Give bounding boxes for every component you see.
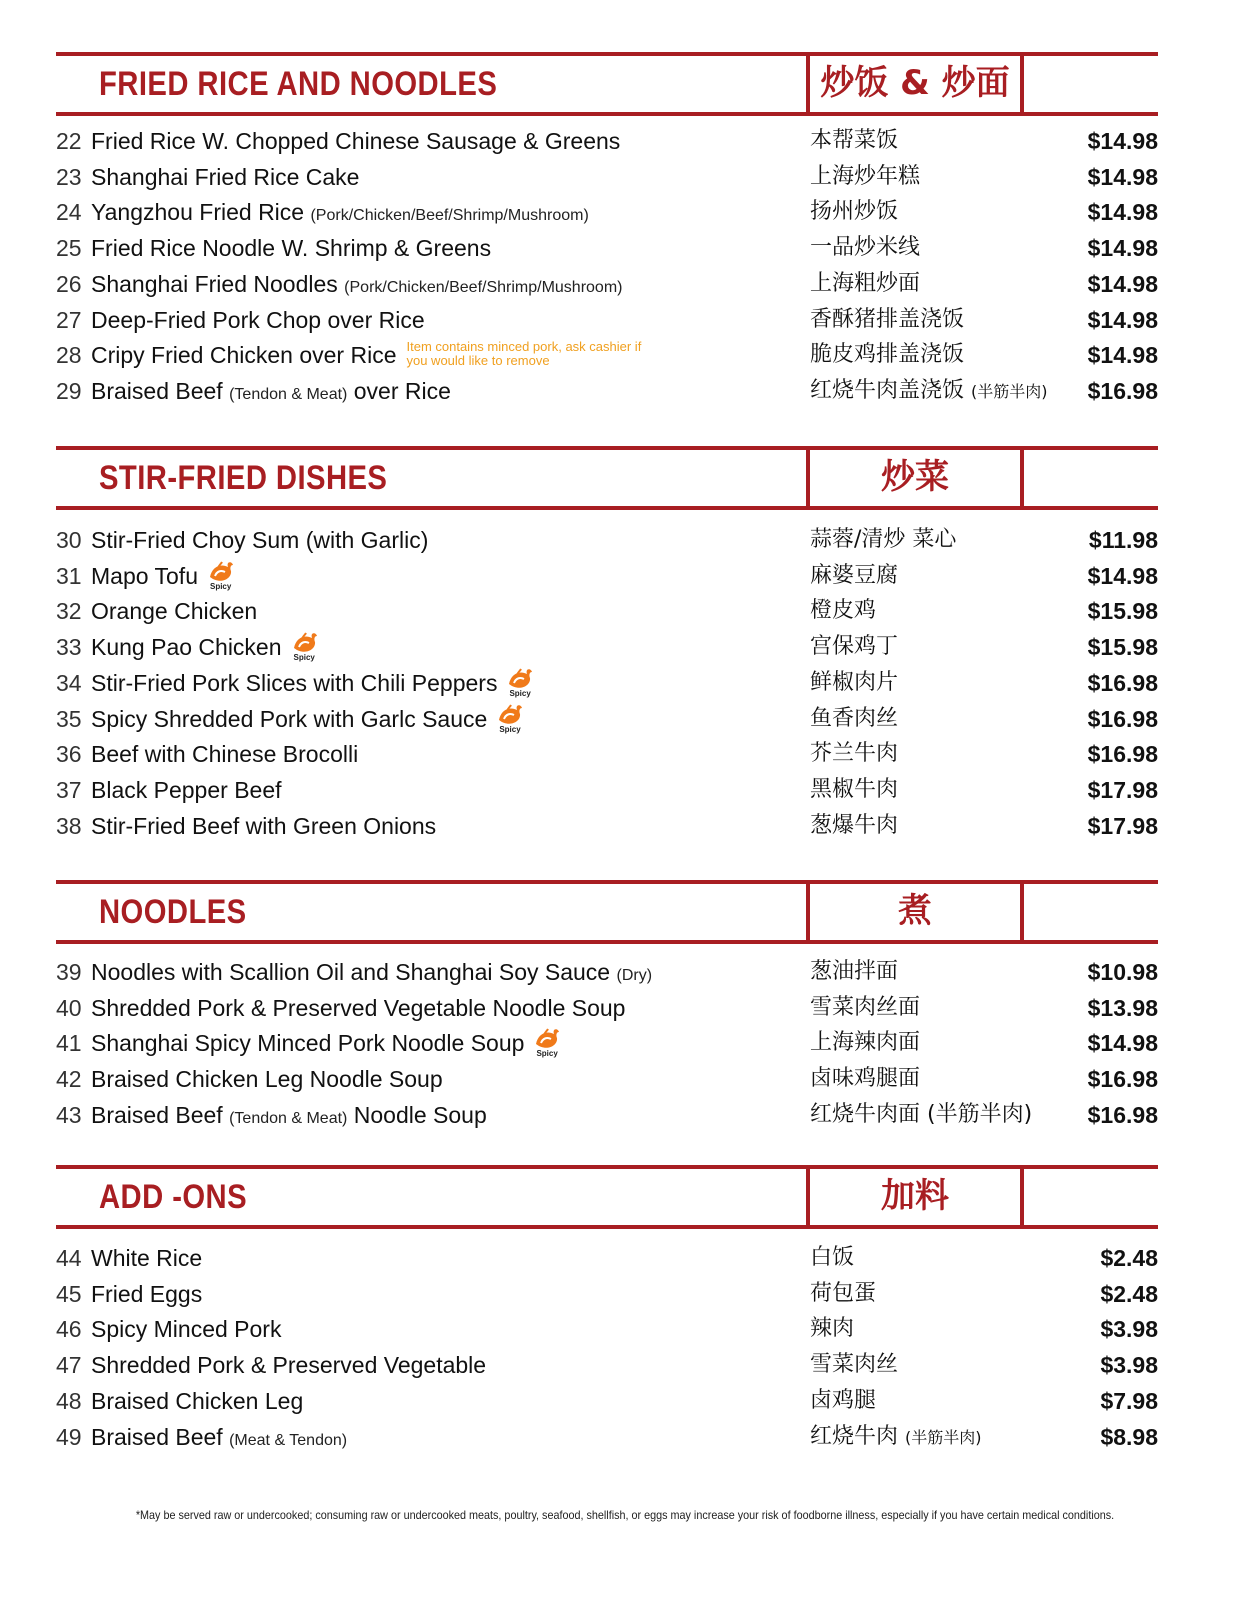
item-price: $16.98	[1087, 705, 1158, 732]
item-number: 38	[56, 812, 82, 839]
item-cn-text: 宫保鸡丁	[810, 634, 899, 660]
item-name-en	[91, 773, 282, 807]
item-number: 41	[56, 1030, 82, 1057]
item-name-en	[91, 267, 622, 305]
item-price: $16.98	[1087, 669, 1158, 696]
item-price: $14.98	[1087, 128, 1158, 154]
item-name-cn	[810, 523, 956, 557]
item-name: Spicy Shredded Pork with Garlc Sauce	[91, 705, 488, 732]
item-name-suffix: over Rice	[353, 377, 451, 404]
footnote: *May be served raw or undercooked; consuming raw or undercooked meats, poultry, seafood, shellfish, or eggs may increase your risk of foodborne illness, especially if you have certain medical conditions.	[135, 1508, 1115, 1522]
spicy-icon	[495, 702, 525, 732]
item-cn-text: 红烧牛肉面 (半筋半肉)	[810, 1101, 1033, 1127]
item-number: 45	[56, 1280, 82, 1307]
item-number: 44	[56, 1245, 82, 1271]
item-number: 29	[56, 377, 82, 404]
item-note: (Tendon & Meat)	[229, 385, 348, 403]
item-name-en	[91, 1384, 303, 1418]
item-cn-text: 鲜椒肉片	[810, 669, 899, 695]
item-price: $2.48	[1100, 1245, 1158, 1271]
item-cn-text: 葱爆牛肉	[810, 812, 899, 838]
menu-item	[56, 630, 1158, 664]
item-price: $14.98	[1087, 199, 1158, 226]
item-name: Shanghai Spicy Minced Pork Noodle Soup	[91, 1030, 525, 1057]
item-name-cn	[810, 160, 920, 194]
item-name-cn	[810, 1277, 876, 1311]
item-number: 48	[56, 1387, 82, 1414]
item-name: Shredded Pork & Preserved Vegetable	[91, 1352, 487, 1379]
menu-item	[56, 523, 1158, 557]
item-name: Shanghai Fried Noodles	[91, 270, 338, 297]
item-name-cn	[810, 559, 898, 593]
item-cn-text: 麻婆豆腐	[810, 562, 899, 588]
item-name-en	[91, 231, 491, 265]
section-header	[56, 1165, 1158, 1229]
menu-item	[56, 1348, 1158, 1382]
item-name-cn	[810, 702, 898, 736]
item-name-cn	[810, 630, 898, 664]
item-cn-text: 雪菜肉丝	[810, 1352, 899, 1378]
item-name: White Rice	[91, 1245, 203, 1271]
item-cn-text: 雪菜肉丝面	[810, 994, 921, 1020]
item-warning: Item contains minced pork, ask cashier if you would like to remove	[406, 339, 642, 369]
item-name: Shanghai Fried Rice Cake	[91, 163, 360, 190]
item-name-en	[91, 195, 589, 233]
item-note: (Pork/Chicken/Beef/Shrimp/Mushroom)	[310, 207, 589, 225]
item-cn-note: (半筋半肉)	[905, 1427, 982, 1447]
item-cn-text: 红烧牛肉	[810, 1423, 899, 1449]
item-name-suffix: Noodle Soup	[353, 1101, 487, 1128]
item-name: Mapo Tofu	[91, 562, 198, 589]
item-price: $10.98	[1087, 959, 1158, 985]
menu-item	[56, 303, 1158, 337]
item-cn-text: 白饭	[810, 1245, 855, 1270]
item-price: $14.98	[1087, 562, 1158, 589]
item-price: $17.98	[1087, 776, 1158, 803]
item-price: $3.98	[1100, 1352, 1158, 1379]
item-name-cn	[810, 773, 898, 807]
item-name-en	[91, 809, 436, 843]
item-name: Braised Beef	[91, 1423, 223, 1450]
item-note: (Tendon & Meat)	[229, 1109, 348, 1127]
item-name-cn	[810, 303, 964, 337]
spicy-label: Spicy	[293, 653, 315, 663]
menu-item	[56, 1420, 1158, 1454]
item-cn-text: 扬州炒饭	[810, 199, 899, 225]
item-price: $13.98	[1087, 994, 1158, 1021]
item-price: $8.98	[1100, 1423, 1158, 1450]
item-cn-text: 卤味鸡腿面	[810, 1066, 921, 1092]
item-name-en	[91, 338, 646, 372]
menu-item	[56, 1026, 1158, 1060]
item-price: $3.98	[1100, 1316, 1158, 1343]
item-name: Fried Eggs	[91, 1280, 203, 1307]
item-price: $11.98	[1088, 527, 1158, 553]
item-price: $2.48	[1100, 1280, 1158, 1307]
item-name: Stir-Fried Pork Slices with Chili Peppers	[91, 669, 498, 696]
item-number: 23	[56, 163, 82, 190]
item-name-cn	[810, 195, 898, 229]
item-price: $15.98	[1087, 598, 1158, 625]
spicy-label: Spicy	[536, 1049, 558, 1059]
item-name: Spicy Minced Pork	[91, 1316, 282, 1343]
item-name-cn	[810, 338, 964, 372]
item-price: $16.98	[1087, 1066, 1158, 1093]
menu-section	[56, 1165, 1158, 1229]
menu-section	[56, 880, 1158, 944]
menu-item	[56, 594, 1158, 628]
section-title-cn: 炒饭 & 炒面	[820, 63, 1010, 103]
item-name-en	[91, 737, 358, 771]
menu-item	[56, 737, 1158, 771]
item-name-en	[91, 1062, 443, 1096]
item-name-cn	[810, 809, 898, 843]
item-cn-text: 荷包蛋	[810, 1280, 877, 1306]
item-note: (Dry)	[616, 967, 653, 984]
menu-item	[56, 809, 1158, 843]
item-name: Braised Chicken Leg Noodle Soup	[91, 1066, 443, 1093]
item-name-cn	[810, 1098, 1032, 1132]
item-name-en	[91, 1026, 562, 1060]
item-name: Braised Chicken Leg	[91, 1387, 304, 1414]
section-title-box	[806, 1169, 1024, 1225]
item-cn-text: 卤鸡腿	[810, 1387, 877, 1413]
section-title-en: FRIED RICE AND NOODLES	[99, 65, 498, 103]
item-name-cn	[810, 1062, 920, 1096]
item-cn-text: 香酥猪排盖浇饭	[810, 306, 965, 332]
section-title-box	[806, 450, 1024, 506]
item-number: 43	[56, 1101, 82, 1128]
item-number: 27	[56, 306, 82, 333]
menu-item	[56, 338, 1158, 372]
item-name-cn	[810, 124, 898, 158]
item-name: Shredded Pork & Preserved Vegetable Noodle Soup	[91, 994, 626, 1021]
section-title-en: NOODLES	[99, 893, 247, 931]
item-cn-text: 芥兰牛肉	[810, 741, 899, 767]
spicy-label: Spicy	[499, 724, 521, 734]
item-name: Noodles with Scallion Oil and Shanghai Soy Sauce	[91, 959, 611, 985]
item-name-cn	[810, 1420, 982, 1455]
menu-item	[56, 955, 1158, 989]
item-number: 39	[56, 959, 82, 985]
item-number: 47	[56, 1352, 82, 1379]
item-number: 36	[56, 741, 82, 768]
item-name-en	[91, 955, 652, 993]
menu-item	[56, 1062, 1158, 1096]
item-cn-text: 红烧牛肉盖浇饭	[810, 377, 965, 403]
item-number: 49	[56, 1423, 82, 1450]
item-name: Black Pepper Beef	[91, 776, 282, 803]
item-number: 37	[56, 776, 82, 803]
item-name-cn	[810, 1348, 898, 1382]
item-name-en	[91, 594, 257, 628]
item-name-en	[91, 374, 451, 412]
section-title-en: STIR-FRIED DISHES	[99, 459, 388, 497]
item-name-en	[91, 160, 359, 194]
item-note: (Meat & Tendon)	[229, 1431, 348, 1449]
item-cn-text: 上海炒年糕	[810, 163, 921, 189]
item-name-en	[91, 1241, 202, 1275]
item-name: Yangzhou Fried Rice	[91, 199, 305, 226]
item-cn-text: 辣肉	[810, 1316, 855, 1342]
item-name-en	[91, 1348, 486, 1382]
section-title-cn: 煮	[898, 891, 932, 931]
item-price: $14.98	[1087, 306, 1158, 333]
item-name: Fried Rice Noodle W. Shrimp & Greens	[91, 235, 492, 262]
section-title-box	[806, 56, 1024, 112]
item-number: 28	[56, 342, 82, 369]
spicy-label: Spicy	[209, 581, 232, 591]
item-name: Deep-Fried Pork Chop over Rice	[91, 306, 425, 333]
menu-item	[56, 1384, 1158, 1418]
item-price: $14.98	[1087, 163, 1158, 190]
item-cn-text: 蒜蓉/清炒 菜心	[810, 527, 957, 552]
item-name-cn	[810, 1312, 854, 1346]
menu-item	[56, 231, 1158, 265]
item-name-cn	[810, 594, 876, 628]
spicy-icon	[206, 559, 236, 589]
item-number: 42	[56, 1066, 82, 1093]
section-title-cn: 炒菜	[881, 457, 949, 497]
item-number: 40	[56, 994, 82, 1021]
item-price: $14.98	[1087, 342, 1158, 369]
item-price: $17.98	[1087, 812, 1158, 839]
item-name: Braised Beef	[91, 1101, 223, 1128]
menu-item	[56, 124, 1158, 158]
item-number: 35	[56, 705, 82, 732]
menu-section	[56, 52, 1158, 116]
item-price: $16.98	[1087, 741, 1158, 768]
item-price: $7.98	[1100, 1387, 1158, 1414]
item-number: 33	[56, 634, 82, 661]
item-name: Braised Beef	[91, 377, 223, 404]
item-price: $14.98	[1087, 1030, 1158, 1057]
item-note: (Pork/Chicken/Beef/Shrimp/Mushroom)	[344, 278, 623, 296]
item-name-cn	[810, 955, 898, 989]
item-name: Kung Pao Chicken	[91, 634, 282, 661]
menu-item	[56, 1277, 1158, 1311]
item-name-cn	[810, 737, 898, 771]
section-header	[56, 880, 1158, 944]
item-name-en	[91, 702, 525, 736]
item-name-cn	[810, 1241, 854, 1275]
item-name: Cripy Fried Chicken over Rice	[91, 342, 397, 369]
item-name-en	[91, 559, 236, 593]
menu-item	[56, 374, 1158, 408]
menu-item	[56, 991, 1158, 1025]
menu-item	[56, 1098, 1158, 1132]
menu-item	[56, 666, 1158, 700]
item-cn-text: 鱼香肉丝	[810, 705, 899, 731]
item-number: 22	[56, 128, 82, 154]
menu-section	[56, 446, 1158, 510]
section-title-box	[806, 884, 1024, 940]
item-number: 25	[56, 235, 82, 262]
menu-item	[56, 1312, 1158, 1346]
item-number: 31	[56, 562, 82, 589]
item-name-en	[91, 303, 425, 337]
item-cn-text: 本帮菜饭	[810, 128, 899, 153]
item-name: Orange Chicken	[91, 598, 258, 625]
item-name-en	[91, 523, 428, 557]
item-price: $16.98	[1087, 377, 1158, 404]
spicy-icon	[532, 1026, 562, 1059]
item-name: Beef with Chinese Brocolli	[91, 741, 359, 768]
menu-item	[56, 195, 1158, 229]
item-name-en	[91, 630, 320, 664]
item-cn-text: 上海粗炒面	[810, 270, 921, 296]
spicy-icon	[290, 630, 320, 663]
menu-item	[56, 267, 1158, 301]
section-header	[56, 446, 1158, 510]
item-cn-text: 黑椒牛肉	[810, 776, 899, 802]
item-number: 24	[56, 199, 82, 226]
menu-item	[56, 160, 1158, 194]
item-name: Stir-Fried Choy Sum (with Garlic)	[91, 527, 429, 553]
item-number: 46	[56, 1316, 82, 1343]
item-name-en	[91, 1277, 202, 1311]
item-name-en	[91, 991, 625, 1025]
item-name-cn	[810, 1384, 876, 1418]
item-name-en	[91, 124, 620, 158]
section-title-cn: 加料	[881, 1176, 949, 1216]
item-cn-text: 橙皮鸡	[810, 598, 877, 624]
menu-item	[56, 702, 1158, 736]
spicy-icon	[505, 666, 535, 696]
item-name-en	[91, 666, 535, 700]
item-name-en	[91, 1098, 487, 1136]
item-cn-text: 一品炒米线	[810, 235, 921, 261]
item-name-cn	[810, 374, 1048, 409]
item-name: Stir-Fried Beef with Green Onions	[91, 812, 437, 839]
item-price: $15.98	[1087, 634, 1158, 661]
section-header	[56, 52, 1158, 116]
item-name-cn	[810, 231, 920, 265]
item-cn-text: 上海辣肉面	[810, 1030, 921, 1056]
item-number: 34	[56, 669, 82, 696]
item-cn-note: (半筋半肉)	[971, 381, 1048, 401]
item-name: Fried Rice W. Chopped Chinese Sausage & Greens	[91, 128, 621, 154]
menu-item	[56, 773, 1158, 807]
item-name-cn	[810, 666, 898, 700]
item-cn-text: 葱油拌面	[810, 959, 899, 984]
item-price: $14.98	[1087, 270, 1158, 297]
item-name-en	[91, 1420, 347, 1458]
item-cn-text: 脆皮鸡排盖浇饭	[810, 342, 965, 368]
menu-item	[56, 1241, 1158, 1275]
item-price: $14.98	[1087, 235, 1158, 262]
spicy-label: Spicy	[509, 688, 531, 698]
item-number: 32	[56, 598, 82, 625]
section-title-en: ADD -ONS	[99, 1178, 248, 1216]
item-name-cn	[810, 267, 920, 301]
item-number: 30	[56, 527, 82, 553]
menu-item	[56, 559, 1158, 593]
item-number: 26	[56, 270, 82, 297]
item-name-cn	[810, 991, 920, 1025]
item-price: $16.98	[1087, 1101, 1158, 1128]
item-name-cn	[810, 1026, 920, 1060]
item-name-en	[91, 1312, 281, 1346]
